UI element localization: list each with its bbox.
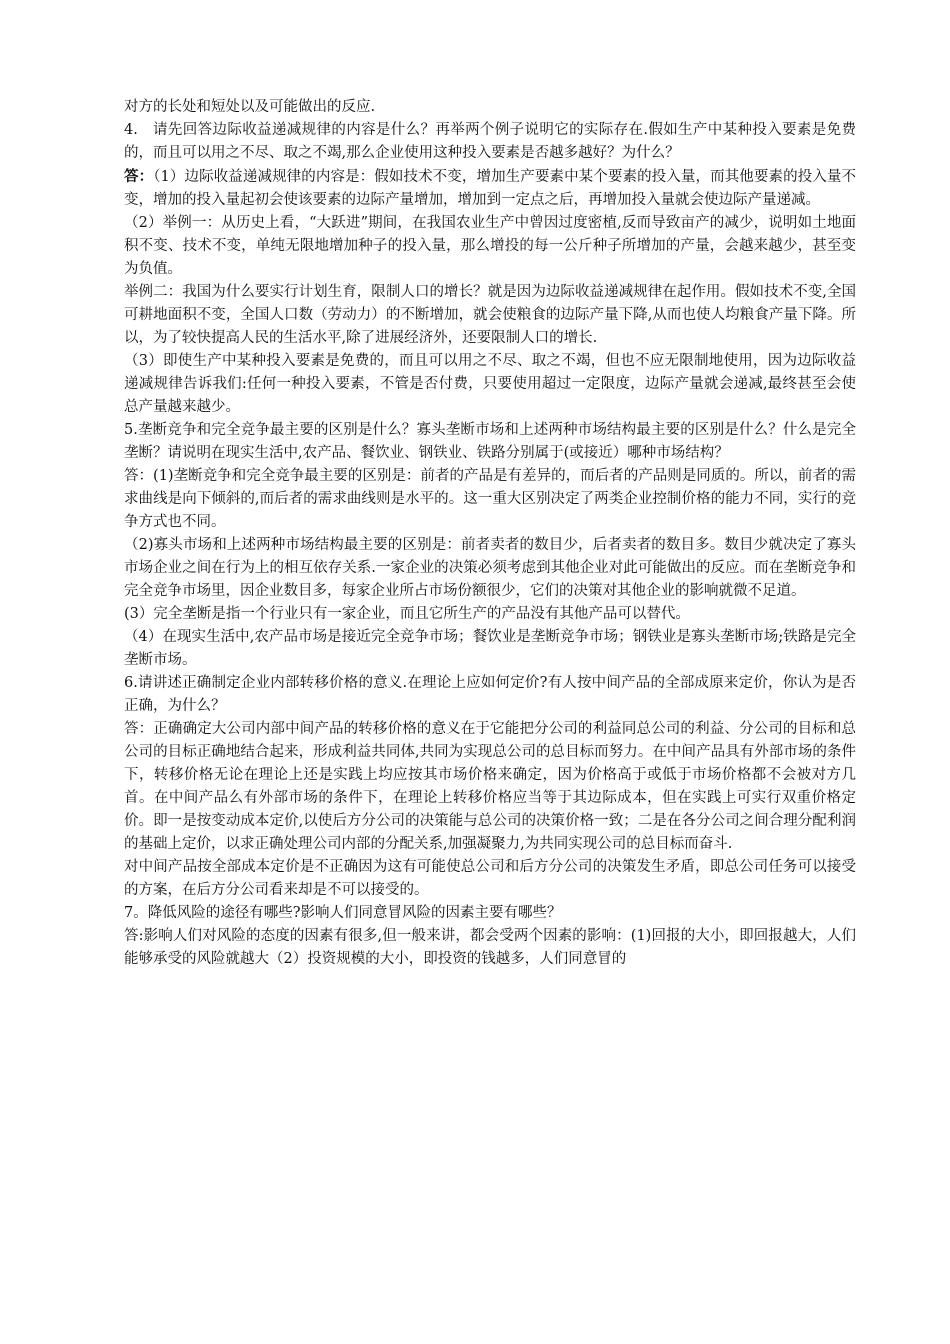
answer-5-part-3: (3）完全垄断是指一个行业只有一家企业，而且它所生产的产品没有其他产品可以替代。 bbox=[124, 606, 690, 622]
answer-4-example-2: 举例二：我国为什么要实行计划生育，限制人口的增长？就是因为边际收益递减规律在起作用。假如技术不变,全国可耕地面积不变，全国人口数（劳动力）的不断增加，就会使粮食的边际产量下降,从而也使人均粮食产量下降。所以，为了较快提高人民的生活水平,除了进展经济外，还要限制人口的增长. bbox=[124, 284, 856, 346]
question-4: 4. 请先回答边际收益递减规律的内容是什么？再举两个例子说明它的实际存在.假如生产中某种投入要素是免费的，而且可以用之不尽、取之不竭,那么企业使用这种投入要素是否越多越好？为什么？ bbox=[124, 122, 856, 161]
answer-7: 答:影响人们对风险的态度的因素有很多,但一般来讲，都会受两个因素的影响：(1)回报的大小，即回报越大，人们能够承受的风险就越大（2）投资规模的大小，即投资的钱越多，人们同意冒的 bbox=[124, 928, 856, 967]
answer-4-part-3: （3）即使生产中某种投入要素是免费的，而且可以用之不尽、取之不竭，但也不应无限制地使用，因为边际收益递减规律告诉我们:任何一种投入要素，不管是否付费，只要使用超过一定限度，边际产量就会递减,最终甚至会使总产量越来越少。 bbox=[124, 353, 856, 415]
paragraph-0: 对方的长处和短处以及可能做出的反应. bbox=[124, 99, 376, 115]
answer-4-part-2: （2）举例一：从历史上看，“大跃进”期间，在我国农业生产中曾因过度密植,反而导致亩产的减少，说明如土地面积不变、技术不变，单纯无限地增加种子的投入量，那么增投的每一公斤种子所增加的产量，会越来越少，甚至变为负值。 bbox=[124, 215, 856, 277]
answer-5-part-1: 答：(1)垄断竞争和完全竞争最主要的区别是：前者的产品是有差异的，而后者的产品则是同质的。所以，前者的需求曲线是向下倾斜的,而后者的需求曲线则是水平的。这一重大区别决定了两类企业控制价格的能力不同，实行的竞争方式也不同。 bbox=[124, 468, 856, 530]
answer-6-continued: 对中间产品按全部成本定价是不正确因为这有可能使总公司和后方分公司的决策发生矛盾，即总公司任务可以接受的方案，在后方分公司看来却是不可以接受的。 bbox=[124, 859, 856, 898]
answer-5-part-4: （4）在现实生活中,农产品市场是接近完全竞争市场；餐饮业是垄断竞争市场；钢铁业是寡头垄断市场;铁路是完全垄断市场。 bbox=[124, 629, 856, 668]
answer-4-part-1-text: （1）边际收益递减规律的内容是：假如技术不变，增加生产要素中某个要素的投入量，而其他要素的投入量不变，增加的投入量起初会使该要素的边际产量增加，增加到一定点之后，再增加投入量就会使边际产量递减。 bbox=[124, 169, 856, 208]
question-6: 6.请讲述正确制定企业内部转移价格的意义.在理论上应如何定价?有人按中间产品的全部成原来定价，你认为是否正确，为什么？ bbox=[124, 675, 856, 714]
answer-5-part-2: （2)寡头市场和上述两种市场结构最主要的区别是：前者卖者的数目少，后者卖者的数目多。数目少就决定了寡头市场企业之间在行为上的相互依存关系.一家企业的决策必须考虑到其他企业对此可能做出的反应。而在垄断竞争和完全竞争市场里，因企业数目多，每家企业所占市场份额很少，它们的决策对其他企业的影响就微不足道。 bbox=[124, 537, 856, 599]
answer-6: 答：正确确定大公司内部中间产品的转移价格的意义在于它能把分公司的利益同总公司的利益、分公司的目标和总公司的目标正确地结合起来，形成利益共同体,共同为实现总公司的总目标而努力。在中间产品具有外部市场的条件下，转移价格无论在理论上还是实践上均应按其市场价格来确定，因为价格高于或低于市场价格都不会被对方几首。在中间产品么有外部市场的条件下，在理论上转移价格应当等于其边际成本，但在实践上可实行双重价格定价。即一是按变动成本定价,以使后方分公司的决策能与总公司的决策价格一致；二是在各分公司之间合理分配利润的基础上定价，以求正确处理公司内部的分配关系,加强凝聚力,为共同实现公司的总目标而奋斗. bbox=[124, 721, 856, 852]
answer-4-part-1 bbox=[124, 165, 856, 212]
document-page bbox=[124, 96, 856, 971]
question-7: 7。降低风险的途径有哪些?影响人们同意冒风险的因素主要有哪些？ bbox=[124, 905, 562, 921]
question-5: 5.垄断竞争和完全竞争最主要的区别是什么？寡头垄断市场和上述两种市场结构最主要的区别是什么？什么是完全垄断？请说明在现实生活中,农产品、餐饮业、钢铁业、铁路分别属于(或接近）哪种市场结构？ bbox=[124, 422, 856, 461]
answer-label: 答： bbox=[124, 168, 154, 185]
